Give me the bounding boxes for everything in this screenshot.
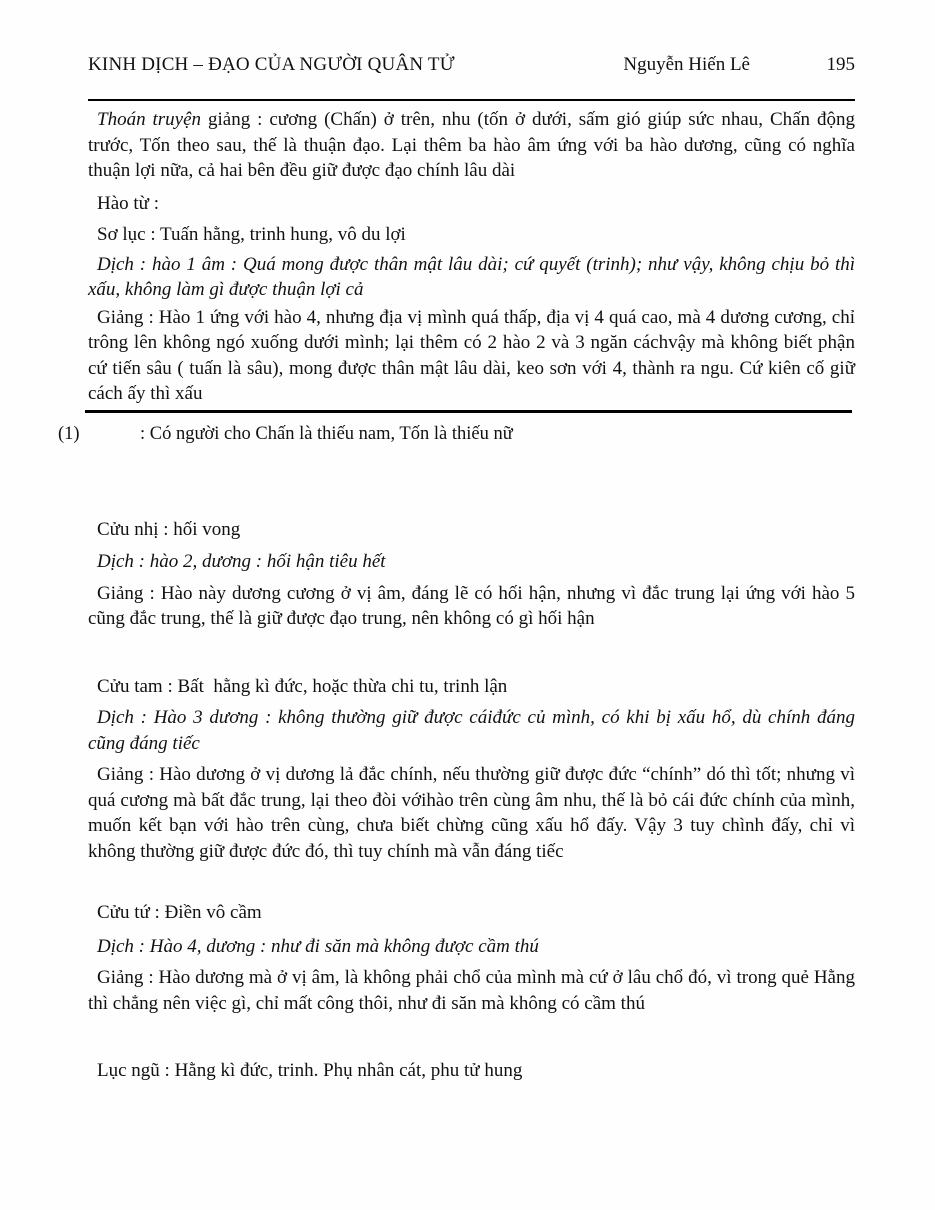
paragraph-dich-hao-1: Dịch : hào 1 âm : Quá mong được thân mật lâu dài; cứ quyết (trinh); như vậy, không chịu bỏ thì xấu, không làm gì được thuận lợi cả bbox=[88, 253, 855, 300]
running-header bbox=[88, 52, 855, 77]
thoan-truyen-body: giảng : cương (Chấn) ở trên, nhu (tốn ở dưới, sấm gió giúp sức nhau, Chấn động trước, Tốn theo sau, thế là thuận đạo. Lại thêm ba hào âm ứng với ba hào dương, cũng có nghĩa thuận lợi nữa, cả hai bên đều giữ được đạo chính lâu dài bbox=[88, 109, 855, 181]
paragraph-dich-hao-4: Dịch : Hào 4, dương : như đi săn mà không được cầm thú bbox=[97, 935, 539, 957]
line-cuu-tam: Cửu tam : Bất hằng kì đức, hoặc thừa chi tu, trinh lận bbox=[97, 675, 508, 697]
thoan-truyen-lead: Thoán truyện bbox=[97, 109, 202, 130]
page-number: 195 bbox=[826, 54, 855, 75]
footnote-rule bbox=[85, 410, 852, 413]
label-hao-tu: Hào từ : bbox=[97, 192, 160, 214]
paragraph-giang-hao-1: Giảng : Hào 1 ứng với hào 4, nhưng địa vị mình quá thấp, địa vị 4 quá cao, mà 4 dương cương, chỉ trông lên không ngó xuống dưới mình; lại thêm có 2 hào 2 và 3 ngăn cáchvậy mà không biết phận cứ tiến sâu ( tuấn là sâu), mong được thân mật lâu dài, keo sơn với 4, thành ra ngu. Cứ kiên cố giữ cách ấy thì xấu bbox=[88, 306, 855, 404]
line-cuu-tu: Cửu tứ : Điền vô cầm bbox=[97, 902, 262, 923]
paragraph-dich-hao-3: Dịch : Hào 3 dương : không thường giữ được cáiđức củ mình, có khi bị xấu hổ, dù chính đáng cũng đáng tiếc bbox=[88, 707, 855, 754]
line-cuu-nhi: Cửu nhị : hối vong bbox=[97, 518, 241, 540]
author-name: Nguyễn Hiến Lê bbox=[623, 54, 750, 75]
footnote bbox=[58, 422, 855, 447]
footnote-text: : Có người cho Chấn là thiếu nam, Tốn là thiếu nữ bbox=[140, 423, 513, 444]
book-title: KINH DỊCH – ĐẠO CỦA NGƯỜI QUÂN TỬ bbox=[88, 54, 455, 75]
paragraph-dich-hao-2: Dịch : hào 2, dương : hối hận tiêu hết bbox=[97, 551, 386, 572]
footnote-marker: (1) bbox=[58, 423, 80, 444]
paragraph-thoan-truyen bbox=[88, 107, 855, 184]
paragraph-giang-hao-3: Giảng : Hào dương ở vị dương lả đắc chính, nếu thường giữ được đức “chính” dó thì tốt; nhưng vì quá cương mà bất đắc trung, lại theo đòi vớihào trên cùng âm nhu, thế là bỏ cái đức chính của mình, muốn kết bạn với hào trên cùng, chưa biết chừng cũng xấu hổ đấy. Vậy 3 tuy chình đấy, chỉ vì không thường giữ được đức đó, thì tuy chính mà vẫn đáng tiếc bbox=[88, 764, 855, 862]
line-so-luc: Sơ lục : Tuấn hằng, trinh hung, vô du lợi bbox=[97, 224, 406, 245]
header-rule bbox=[88, 99, 855, 101]
paragraph-giang-hao-2: Giảng : Hào này dương cương ở vị âm, đáng lẽ có hối hận, nhưng vì đắc trung lại ứng với hào 5 cũng đắc trung, thế là giữ được đạo trung, nên không có gì hối hận bbox=[88, 582, 855, 629]
line-luc-ngu: Lục ngũ : Hằng kì đức, trinh. Phụ nhân cát, phu tử hung bbox=[97, 1060, 523, 1081]
paragraph-giang-hao-4: Giảng : Hào dương mà ở vị âm, là không phải chổ của mình mà cứ ở lâu chổ đó, vì trong quẻ Hằng thì chẳng nên việc gì, chỉ mất công thôi, như đi săn mà không có cầm thú bbox=[88, 967, 855, 1014]
